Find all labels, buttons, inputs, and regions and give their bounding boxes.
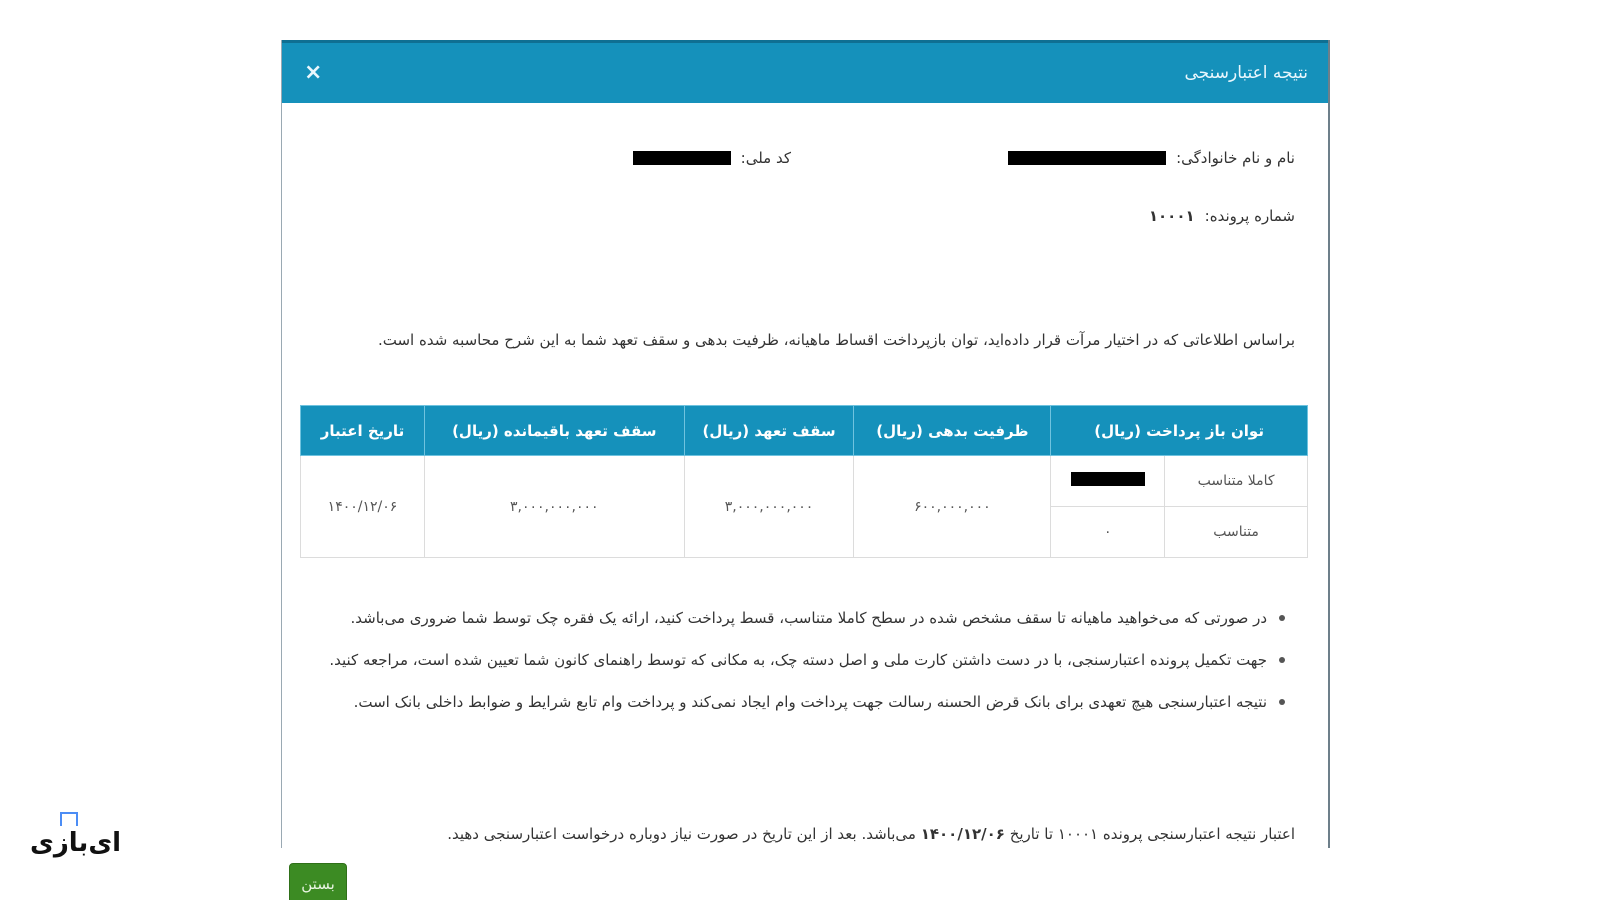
repayment-level-value: ۰ (1051, 507, 1165, 558)
validity-note-date: ۱۴۰۰/۱۲/۰۶ (920, 825, 1005, 843)
header-remaining-commitment-cap: سقف تعهد باقیمانده (ریال) (424, 406, 684, 456)
full-name-label: نام و نام خانوادگی: (1176, 149, 1295, 167)
modal-title: نتیجه اعتبارسنجی (1184, 63, 1308, 83)
credit-result-table (300, 405, 1308, 558)
validity-note (447, 825, 1295, 843)
table-row (301, 456, 1308, 507)
validity-date-value: ۱۴۰۰/۱۲/۰۶ (301, 456, 425, 558)
repayment-redacted (1071, 472, 1145, 486)
header-commitment-cap: سقف تعهد (ریال) (684, 406, 854, 456)
validity-note-part2: می‌باشد. بعد از این تاریخ در صورت نیاز دوباره درخواست اعتبارسنجی دهید. (447, 825, 921, 843)
repayment-level-label: کاملا متناسب (1165, 456, 1308, 507)
file-number-label: شماره پرونده: (1204, 207, 1295, 225)
intro-text: براساس اطلاعاتی که در اختیار مرآت قرار داده‌اید، توان بازپرداخت اقساط ماهیانه، ظرفیت بدهی و سقف تعهد شما به این شرح محاسبه شده است. (377, 331, 1295, 349)
file-number-row (1149, 207, 1295, 225)
modal-header (282, 40, 1328, 103)
close-icon[interactable]: × (304, 60, 323, 85)
header-repayment-capacity: توان باز پرداخت (ریال) (1051, 406, 1308, 456)
list-item: جهت تکمیل پرونده اعتبارسنجی، با در دست داشتن کارت ملی و اصل دسته چک، به مکانی که توسط راهنمای کانون شما تعیین شده است، مراجعه کنید. (320, 645, 1285, 675)
repayment-level-value (1051, 456, 1165, 507)
close-button[interactable]: بستن (289, 863, 347, 900)
repayment-level-label: متناسب (1165, 507, 1308, 558)
watermark-text: ای‌بازی (30, 828, 122, 858)
file-number-value: ۱۰۰۰۱ (1148, 207, 1195, 225)
validity-note-part1: اعتبار نتیجه اعتبارسنجی پرونده ۱۰۰۰۱ تا تاریخ (1004, 825, 1295, 843)
national-code-row (633, 149, 791, 167)
national-code-redacted (633, 151, 731, 165)
full-name-row (1008, 149, 1295, 167)
list-item: نتیجه اعتبارسنجی هیچ تعهدی برای بانک قرض الحسنه رسالت جهت پرداخت وام ایجاد نمی‌کند و پرداخت وام تابع شرایط و ضوابط داخلی بانک است. (320, 687, 1285, 717)
national-code-label: کد ملی: (740, 149, 791, 167)
watermark-badge-icon (60, 812, 78, 826)
debt-capacity-value: ۶۰۰,۰۰۰,۰۰۰ (854, 456, 1051, 558)
notes-list (320, 603, 1285, 729)
list-item: در صورتی که می‌خواهید ماهیانه تا سقف مشخص شده در سطح کاملا متناسب، قسط پرداخت کنید، ارائه یک فقره چک توسط شما ضروری می‌باشد. (320, 603, 1285, 633)
commitment-cap-value: ۳,۰۰۰,۰۰۰,۰۰۰ (684, 456, 854, 558)
credit-result-modal (281, 40, 1330, 893)
header-debt-capacity: ظرفیت بدهی (ریال) (854, 406, 1051, 456)
header-validity-date: تاریخ اعتبار (301, 406, 425, 456)
full-name-redacted (1008, 151, 1166, 165)
site-watermark-logo (30, 812, 122, 858)
remaining-commitment-cap-value: ۳,۰۰۰,۰۰۰,۰۰۰ (424, 456, 684, 558)
